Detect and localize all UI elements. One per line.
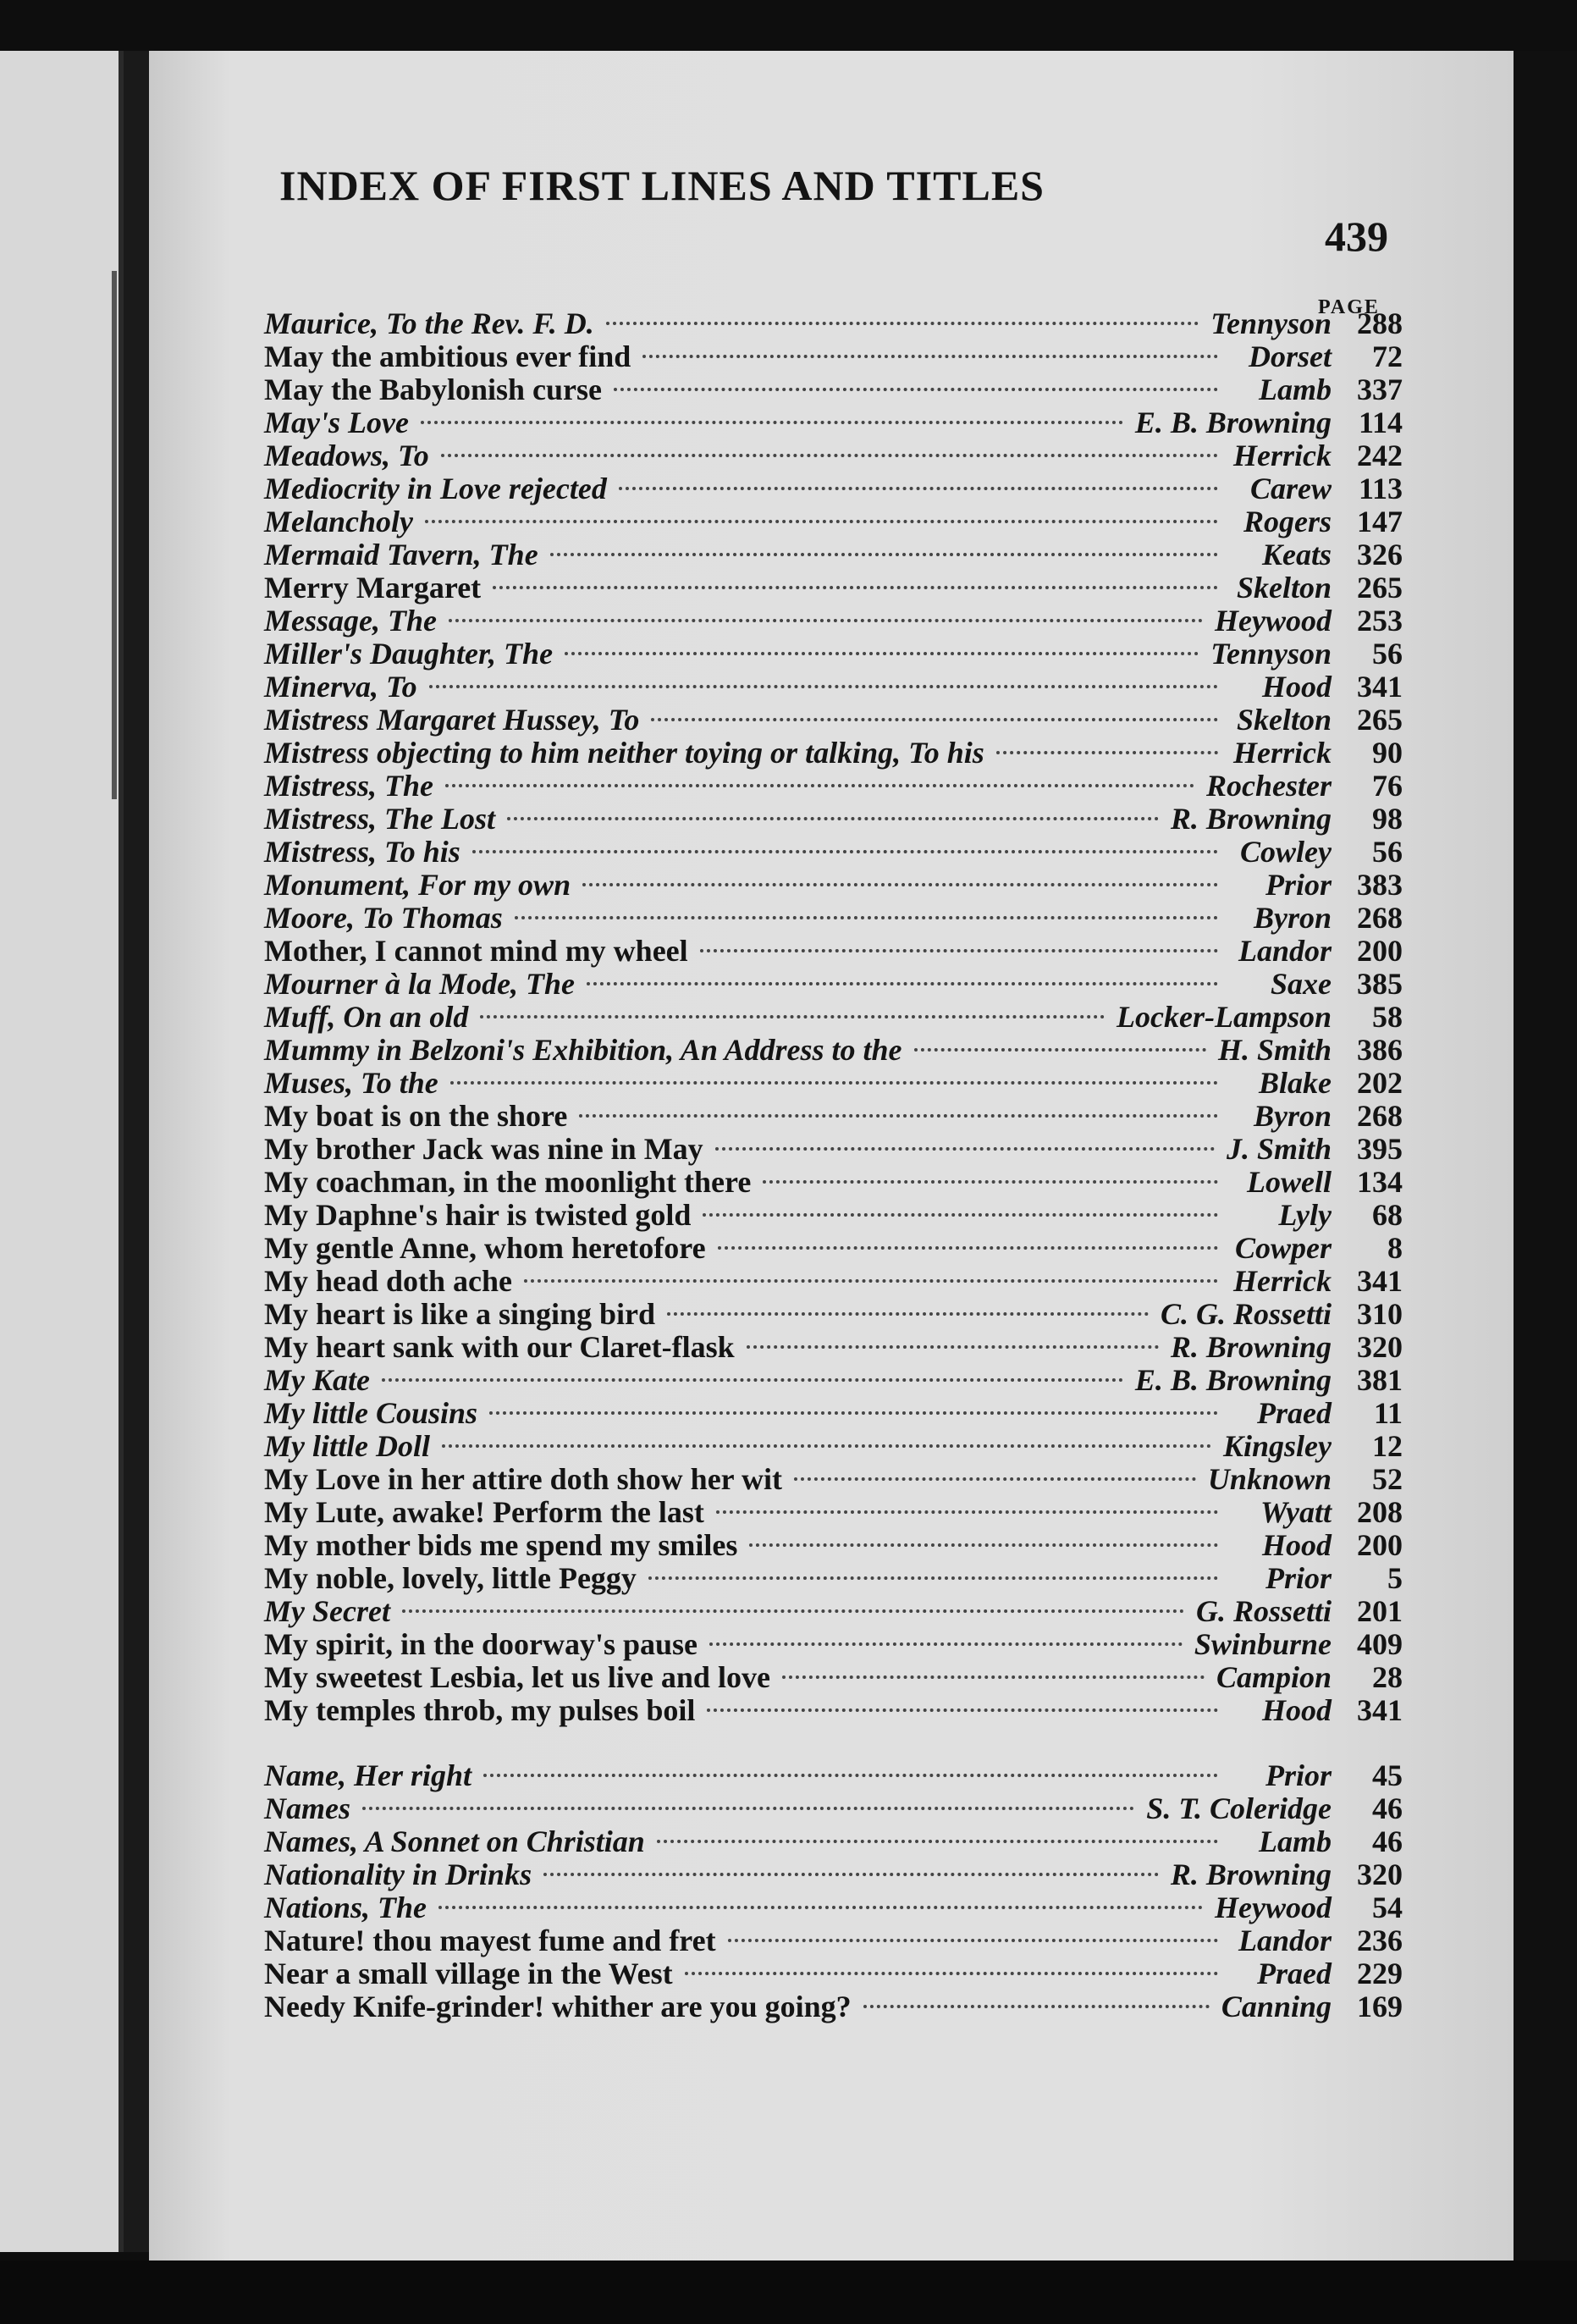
leader-dots [524,1261,1218,1283]
entry-page-number: 72 [1372,339,1403,373]
entry-title: My mother bids me spend my smiles [264,1528,738,1562]
entry-page-number: 52 [1372,1462,1403,1496]
leader-dots [614,369,1218,391]
entry-title: My head doth ache [264,1264,513,1298]
leader-dots [449,600,1203,622]
entry-author: C. G. Rossetti [1160,1297,1332,1331]
leader-dots [515,897,1218,919]
entry-page-number: 229 [1357,1957,1403,1990]
page-edge-shadow [1514,51,1577,2261]
entry-author: Praed [1257,1396,1332,1430]
entry-title: My spirit, in the doorway's pause [264,1627,698,1661]
leader-dots [472,831,1218,853]
entry-title: Miller's Daughter, The [264,637,554,671]
entry-page-number: 68 [1372,1198,1403,1232]
entry-title: My heart is like a singing bird [264,1297,656,1331]
entry-page-number: 28 [1372,1660,1403,1694]
leader-dots [728,1920,1218,1942]
leader-dots [425,501,1218,523]
entry-page-number: 268 [1357,901,1403,935]
entry-page-number: 56 [1372,835,1403,869]
entry-author: Tennyson [1210,306,1332,340]
page-number: 439 [1325,213,1388,260]
index-entries [264,307,1403,2023]
entry-title: Muses, To the [264,1066,438,1100]
entry-page-number: 46 [1372,1791,1403,1825]
entry-author: Landor [1238,934,1332,968]
leader-dots [550,534,1218,556]
entry-author: Carew [1249,472,1332,505]
entry-title: Melancholy [264,505,413,538]
entry-title: Monument, For my own [264,868,571,902]
entry-title: Mediocrity in Love rejected [264,472,607,505]
entry-author: R. Browning [1170,802,1332,836]
leader-dots [749,1525,1218,1547]
entry-author: R. Browning [1170,1858,1332,1891]
leader-dots [606,303,1199,325]
entry-author: Heywood [1215,1891,1332,1924]
index-entry [264,704,1403,737]
leader-dots [794,1459,1196,1481]
book-gutter [124,51,149,2252]
entry-title: Names [264,1791,350,1825]
leader-dots [483,1755,1218,1777]
leader-dots [442,1426,1211,1448]
entry-author: Herrick [1233,1264,1332,1298]
leader-dots [619,468,1218,490]
index-entry [264,1001,1403,1034]
entry-title: My heart sank with our Claret-flask [264,1330,735,1364]
leader-dots [703,1195,1218,1217]
entry-page-number: 12 [1372,1429,1403,1463]
entry-title: My brother Jack was nine in May [264,1132,703,1166]
entry-page-number: 5 [1387,1561,1403,1595]
entry-page-number: 98 [1372,802,1403,836]
entry-author: Lyly [1278,1198,1332,1232]
entry-title: My sweetest Lesbia, let us live and love [264,1660,770,1694]
entry-page-number: 45 [1372,1758,1403,1792]
entry-title: My gentle Anne, whom heretofore [264,1231,706,1265]
entry-author: Landor [1238,1924,1332,1957]
entry-title: Nature! thou mayest fume and fret [264,1924,716,1957]
facing-page-edge [0,51,124,2252]
entry-page-number: 46 [1372,1824,1403,1858]
leader-dots [489,1393,1218,1415]
leader-dots [438,1887,1203,1909]
entry-title: May the Babylonish curse [264,373,603,406]
entry-author: R. Browning [1170,1330,1332,1364]
entry-author: Hood [1261,1528,1332,1562]
entry-author: Cowley [1240,835,1332,869]
entry-author: Herrick [1233,736,1332,770]
entry-page-number: 200 [1357,934,1403,968]
entry-title: Moore, To Thomas [264,901,503,935]
entry-author: Campion [1216,1660,1332,1694]
entry-page-number: 147 [1357,505,1403,538]
entry-author: Heywood [1215,604,1332,638]
entry-author: Hood [1261,1693,1332,1727]
entry-page-number: 310 [1357,1297,1403,1331]
leader-dots [445,765,1194,787]
entry-author: Wyatt [1260,1495,1332,1529]
entry-author: Skelton [1236,703,1332,737]
entry-author: G. Rossetti [1195,1594,1332,1628]
entry-author: E. B. Browning [1134,1363,1332,1397]
leader-dots [362,1788,1134,1810]
entry-page-number: 113 [1358,472,1403,505]
entry-title: Muff, On an old [264,1000,469,1034]
entry-author: Hood [1261,670,1332,704]
entry-page-number: 169 [1357,1990,1403,2023]
entry-title: My Daphne's hair is twisted gold [264,1198,692,1232]
page-title: INDEX OF FIRST LINES AND TITLES [279,162,1045,209]
entry-title: Nationality in Drinks [264,1858,532,1891]
entry-author: Locker-Lampson [1117,1000,1332,1034]
entry-author: Rogers [1243,505,1332,538]
entry-author: Kingsley [1222,1429,1332,1463]
leader-dots [709,1624,1183,1646]
entry-page-number: 265 [1357,703,1403,737]
entry-title: My noble, lovely, little Peggy [264,1561,637,1595]
entry-title: May the ambitious ever find [264,339,631,373]
entry-title: My Secret [264,1594,390,1628]
entry-author: Blake [1259,1066,1332,1100]
entry-title: Name, Her right [264,1758,472,1792]
leader-dots [700,930,1218,952]
entry-title: Merry Margaret [264,571,482,604]
entry-author: Byron [1253,1099,1332,1133]
entry-title: Mistress objecting to him neither toying or talking, To his [264,736,984,770]
entry-title: My Lute, awake! Perform the last [264,1495,704,1529]
entry-title: My little Doll [264,1429,430,1463]
entry-title: Mistress, The [264,769,434,803]
entry-title: My little Cousins [264,1396,478,1430]
leader-dots [657,1821,1218,1843]
entry-page-number: 201 [1357,1594,1403,1628]
entry-page-number: 76 [1372,769,1403,803]
entry-title: Message, The [264,604,437,638]
entry-page-number: 341 [1357,670,1403,704]
entry-page-number: 395 [1357,1132,1403,1166]
entry-author: Prior [1265,1561,1332,1595]
leader-dots [667,1294,1149,1316]
entry-title: Mistress, To his [264,835,460,869]
leader-dots [996,732,1218,754]
facing-page-text-fragments [100,271,117,799]
entry-title: My Love in her attire doth show her wit [264,1462,782,1496]
entry-author: Unknown [1207,1462,1332,1496]
entry-author: Swinburne [1194,1627,1332,1661]
leader-dots [402,1591,1184,1613]
entry-author: J. Smith [1226,1132,1332,1166]
entry-author: Prior [1265,1758,1332,1792]
entry-page-number: 58 [1372,1000,1403,1034]
entry-author: Herrick [1233,439,1332,472]
leader-dots [747,1327,1159,1349]
entry-author: Tennyson [1210,637,1332,671]
entry-title: May's Love [264,406,409,439]
entry-title: Near a small village in the West [264,1957,673,1990]
leader-dots [763,1162,1218,1184]
index-entry [264,1990,1403,2023]
entry-page-number: 236 [1357,1924,1403,1957]
leader-dots [582,864,1218,886]
entry-page-number: 320 [1357,1858,1403,1891]
entry-title: Maurice, To the Rev. F. D. [264,306,594,340]
leader-dots [863,1986,1210,2008]
entry-author: Lowell [1247,1165,1332,1199]
entry-page-number: 90 [1372,736,1403,770]
entry-author: S. T. Coleridge [1146,1791,1332,1825]
entry-page-number: 409 [1357,1627,1403,1661]
entry-page-number: 200 [1357,1528,1403,1562]
entry-page-number: 56 [1372,637,1403,671]
entry-page-number: 385 [1357,967,1403,1001]
entry-author: Rochester [1206,769,1332,803]
entry-page-number: 341 [1357,1693,1403,1727]
entry-author: Praed [1257,1957,1332,1990]
index-entry [264,1957,1403,1990]
leader-dots [579,1096,1218,1118]
leader-dots [543,1854,1159,1876]
entry-author: Canning [1221,1990,1332,2023]
entry-page-number: 288 [1357,306,1403,340]
entry-title: My coachman, in the moonlight there [264,1165,752,1199]
entry-page-number: 11 [1373,1396,1403,1430]
entry-author: Saxe [1271,967,1332,1001]
entry-page-number: 8 [1387,1231,1403,1265]
leader-dots [651,699,1218,721]
entry-title: Meadows, To [264,439,429,472]
entry-author: Prior [1265,868,1332,902]
leader-dots [429,666,1218,688]
entry-page-number: 320 [1357,1330,1403,1364]
leader-dots [914,1030,1206,1052]
scan-bottom-border [0,2261,1577,2324]
entry-page-number: 381 [1357,1363,1403,1397]
entry-page-number: 383 [1357,868,1403,902]
leader-dots [480,996,1105,1018]
leader-dots [493,567,1218,589]
entry-page-number: 253 [1357,604,1403,638]
leader-dots [718,1228,1218,1250]
entry-title: Needy Knife-grinder! whither are you going? [264,1990,852,2023]
entry-page-number: 208 [1357,1495,1403,1529]
entry-author: H. Smith [1217,1033,1332,1067]
leader-dots [648,1558,1218,1580]
entry-page-number: 386 [1357,1033,1403,1067]
entry-page-number: 114 [1358,406,1403,439]
leader-dots [421,402,1123,424]
entry-author: Lamb [1259,373,1332,406]
entry-title: My temples throb, my pulses boil [264,1693,696,1727]
leader-dots [716,1492,1218,1514]
entry-title: Mourner à la Mode, The [264,967,576,1001]
entry-title: My boat is on the shore [264,1099,568,1133]
entry-author: Lamb [1259,1824,1332,1858]
leader-dots [441,435,1218,457]
leader-dots [382,1360,1123,1382]
entry-page-number: 202 [1357,1066,1403,1100]
entry-page-number: 134 [1357,1165,1403,1199]
entry-page-number: 54 [1372,1891,1403,1924]
entry-author: Byron [1253,901,1332,935]
entry-author: Cowper [1234,1231,1332,1265]
entry-page-number: 326 [1357,538,1403,571]
entry-author: Skelton [1236,571,1332,604]
entry-author: Keats [1261,538,1332,571]
leader-dots [565,633,1199,655]
entry-title: Mother, I cannot mind my wheel [264,934,688,968]
page-column-label: PAGE [1318,296,1380,318]
leader-dots [587,963,1218,985]
entry-page-number: 337 [1357,373,1403,406]
entry-title: Minerva, To [264,670,417,704]
leader-dots [450,1063,1218,1085]
entry-title: My Kate [264,1363,370,1397]
leader-dots [507,798,1159,820]
entry-author: Dorset [1249,339,1332,373]
entry-title: Mermaid Tavern, The [264,538,538,571]
leader-dots [685,1953,1218,1975]
leader-dots [642,336,1218,358]
leader-dots [715,1129,1215,1151]
entry-page-number: 341 [1357,1264,1403,1298]
entry-title: Mummy in Belzoni's Exhibition, An Address to the [264,1033,902,1067]
index-entry [264,1694,1403,1727]
entry-page-number: 242 [1357,439,1403,472]
entry-title: Nations, The [264,1891,427,1924]
leader-dots [707,1690,1218,1712]
entry-title: Mistress Margaret Hussey, To [264,703,640,737]
entry-page-number: 268 [1357,1099,1403,1133]
entry-title: Mistress, The Lost [264,802,496,836]
entry-author: E. B. Browning [1134,406,1332,439]
leader-dots [782,1657,1205,1679]
entry-page-number: 265 [1357,571,1403,604]
entry-title: Names, A Sonnet on Christian [264,1824,645,1858]
